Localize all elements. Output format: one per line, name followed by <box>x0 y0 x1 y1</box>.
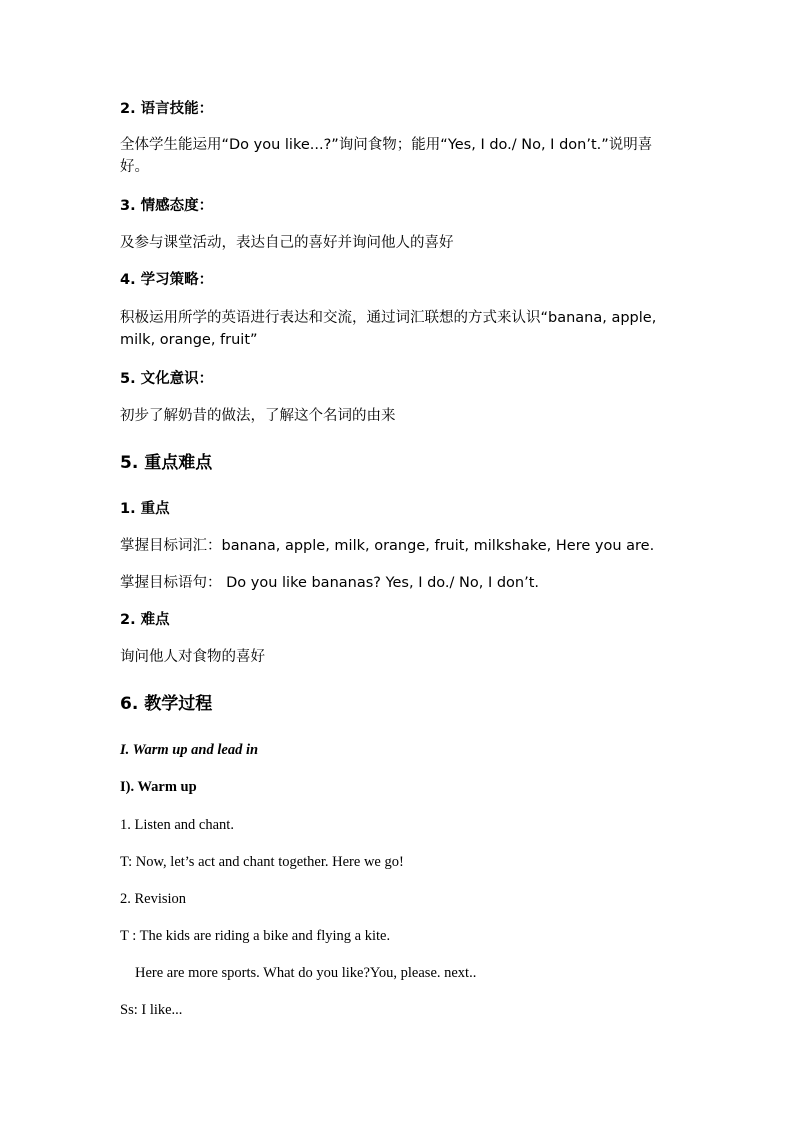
process-line: T: Now, let’s act and chant together. Here we go! <box>120 854 404 870</box>
language-skills-heading: 2. 语言技能： <box>120 101 214 117</box>
difficulty-text: 询问他人对食物的喜好 <box>120 649 265 665</box>
key-points-section-heading: 5. 重点难点 <box>120 453 213 473</box>
process-line: Here are more sports. What do you like?You, please. next.. <box>135 965 477 981</box>
warm-up-sub-heading: I). Warm up <box>120 779 197 795</box>
focus-heading: 1. 重点 <box>120 501 170 517</box>
process-line: 2. Revision <box>120 891 187 907</box>
focus-sentence: 掌握目标语句： Do you like bananas? Yes, I do./ No, I don’t. <box>120 575 539 591</box>
focus-vocab: 掌握目标词汇：banana, apple, milk, orange, fruit, milkshake, Here you are. <box>120 538 655 554</box>
process-line: T : The kids are riding a bike and flying a kite. <box>120 928 391 944</box>
culture-heading: 5. 文化意识： <box>120 371 214 387</box>
attitude-heading: 3. 情感态度： <box>120 198 214 214</box>
process-line: Ss: I like... <box>120 1002 183 1018</box>
process-section-heading: 6. 教学过程 <box>120 694 213 714</box>
strategy-heading: 4. 学习策略： <box>120 272 214 288</box>
culture-text: 初步了解奶昔的做法，了解这个名词的由来 <box>120 408 396 424</box>
process-line: 1. Listen and chant. <box>120 817 234 833</box>
strategy-text: 积极运用所学的英语进行表达和交流，通过词汇联想的方式来认识“banana, apple, milk, orange, fruit” <box>120 310 657 348</box>
attitude-text: 及参与课堂活动，表达自己的喜好并询问他人的喜好 <box>120 235 454 251</box>
language-skills-text: 全体学生能运用“Do you like...?”询问食物；能用“Yes, I do./ No, I don’t.”说明喜好。 <box>120 137 653 175</box>
warm-up-part-heading: I. Warm up and lead in <box>120 742 259 758</box>
difficulty-heading: 2. 难点 <box>120 612 170 628</box>
